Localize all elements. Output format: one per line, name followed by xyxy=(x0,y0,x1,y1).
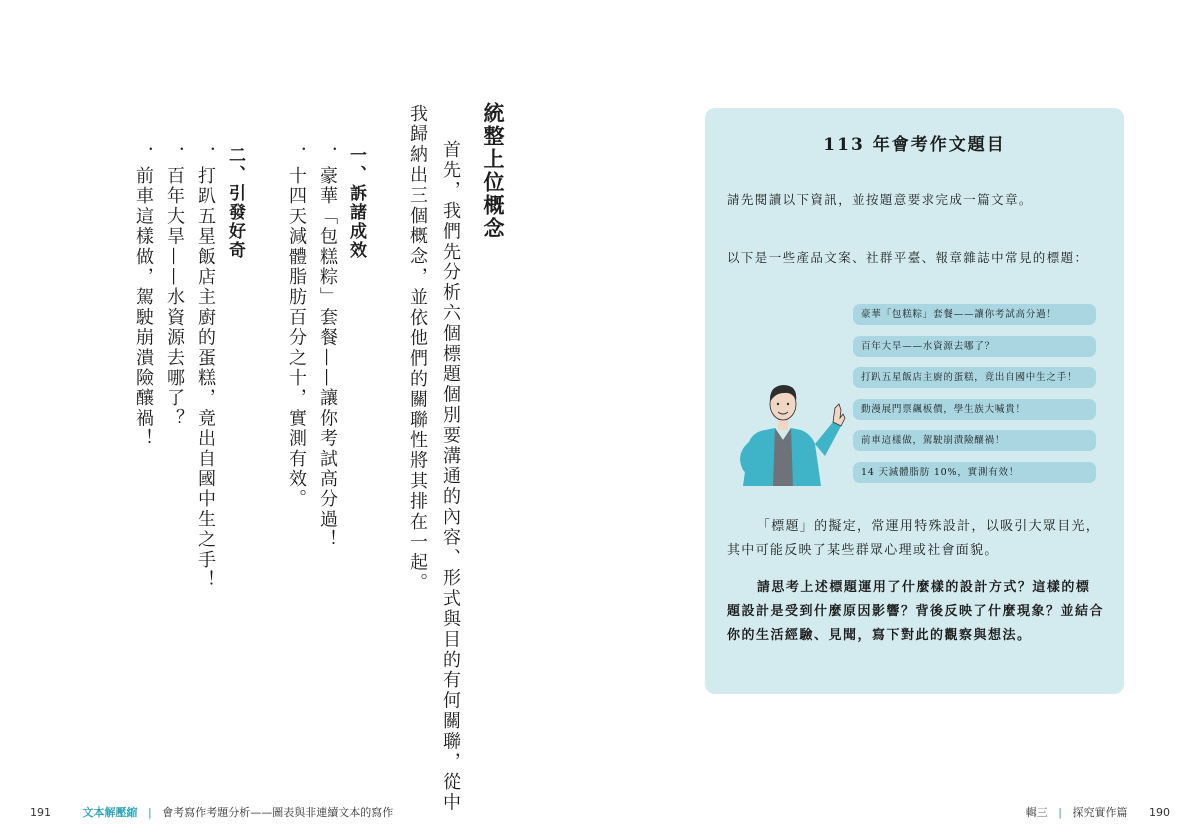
headline-pill: 豪華「包糕粽」套餐——讓你考試高分過！ xyxy=(853,304,1096,325)
card-question: 請思考上述標題運用了什麼樣的設計方式？這樣的標題設計是受到什麼原因影響？背後反映了什麼現象？並結合你的生活經驗、見聞，寫下對此的觀察與想法。 xyxy=(727,580,1105,643)
section-heading-2: 二、引發好奇 xyxy=(225,146,245,260)
card-title: 113 年會考作文題目 xyxy=(823,135,1006,155)
section-heading-1: 一、訴諸成效 xyxy=(346,146,366,260)
headline-pill: 動漫展門票飆板價，學生族大喊貴！ xyxy=(853,399,1096,420)
footer-left xyxy=(30,804,393,820)
chapter-title: 會考寫作考題分析——圖表與非連續文本的寫作 xyxy=(162,806,394,819)
headline-list xyxy=(853,304,1096,493)
bullet-item: ．百年大旱——水資源去哪了？ xyxy=(164,146,185,429)
footer-separator: | xyxy=(1058,806,1062,819)
headline-pill: 14 天減體脂肪 10%，實測有效！ xyxy=(853,462,1096,483)
book-title: 文本解壓縮 xyxy=(82,806,138,819)
bullet-item: ．前車這樣做，駕駛崩潰險釀禍！ xyxy=(133,146,154,449)
footer-separator: | xyxy=(148,806,152,819)
part-label: 輯三 xyxy=(1025,806,1048,819)
card-instruction: 請先閱讀以下資訊，並按題意要求完成一篇文章。 xyxy=(727,192,1033,207)
page-number-right: 190 xyxy=(1149,806,1170,819)
card-paragraph: 「標題」的擬定，常運用特殊設計，以吸引大眾目光，其中可能反映了某些群眾心理或社會面貌。 xyxy=(727,519,1101,558)
body-line-2: 我歸納出三個概念，並依他們的關聯性將其排在一起。 xyxy=(407,104,428,594)
body-line-1: 首先，我們先分析六個標題個別要溝通的內容、形式與目的有何關聯，從中 xyxy=(440,140,461,814)
footer-right xyxy=(1026,804,1170,820)
bullet-item: ．十四天減體脂肪百分之十，實測有效。 xyxy=(286,146,307,510)
page-number-left: 191 xyxy=(30,806,51,819)
part-title: 探究實作篇 xyxy=(1072,806,1128,819)
headline-pill: 打趴五星飯店主廚的蛋糕，竟出自國中生之手！ xyxy=(853,367,1096,388)
section-title: 統整上位概念 xyxy=(481,102,505,240)
person-illustration xyxy=(729,364,847,490)
headline-pill: 前車這樣做，駕駛崩潰險釀禍！ xyxy=(853,430,1096,451)
card-intro: 以下是一些產品文案、社群平臺、報章雜誌中常見的標題： xyxy=(727,250,1089,265)
bullet-item: ．豪華「包糕粽」套餐——讓你考試高分過！ xyxy=(317,146,338,550)
headline-pill: 百年大旱——水資源去哪了？ xyxy=(853,336,1096,357)
bullet-item: ．打趴五星飯店主廚的蛋糕，竟出自國中生之手！ xyxy=(195,146,216,591)
exam-question-card xyxy=(705,108,1124,694)
